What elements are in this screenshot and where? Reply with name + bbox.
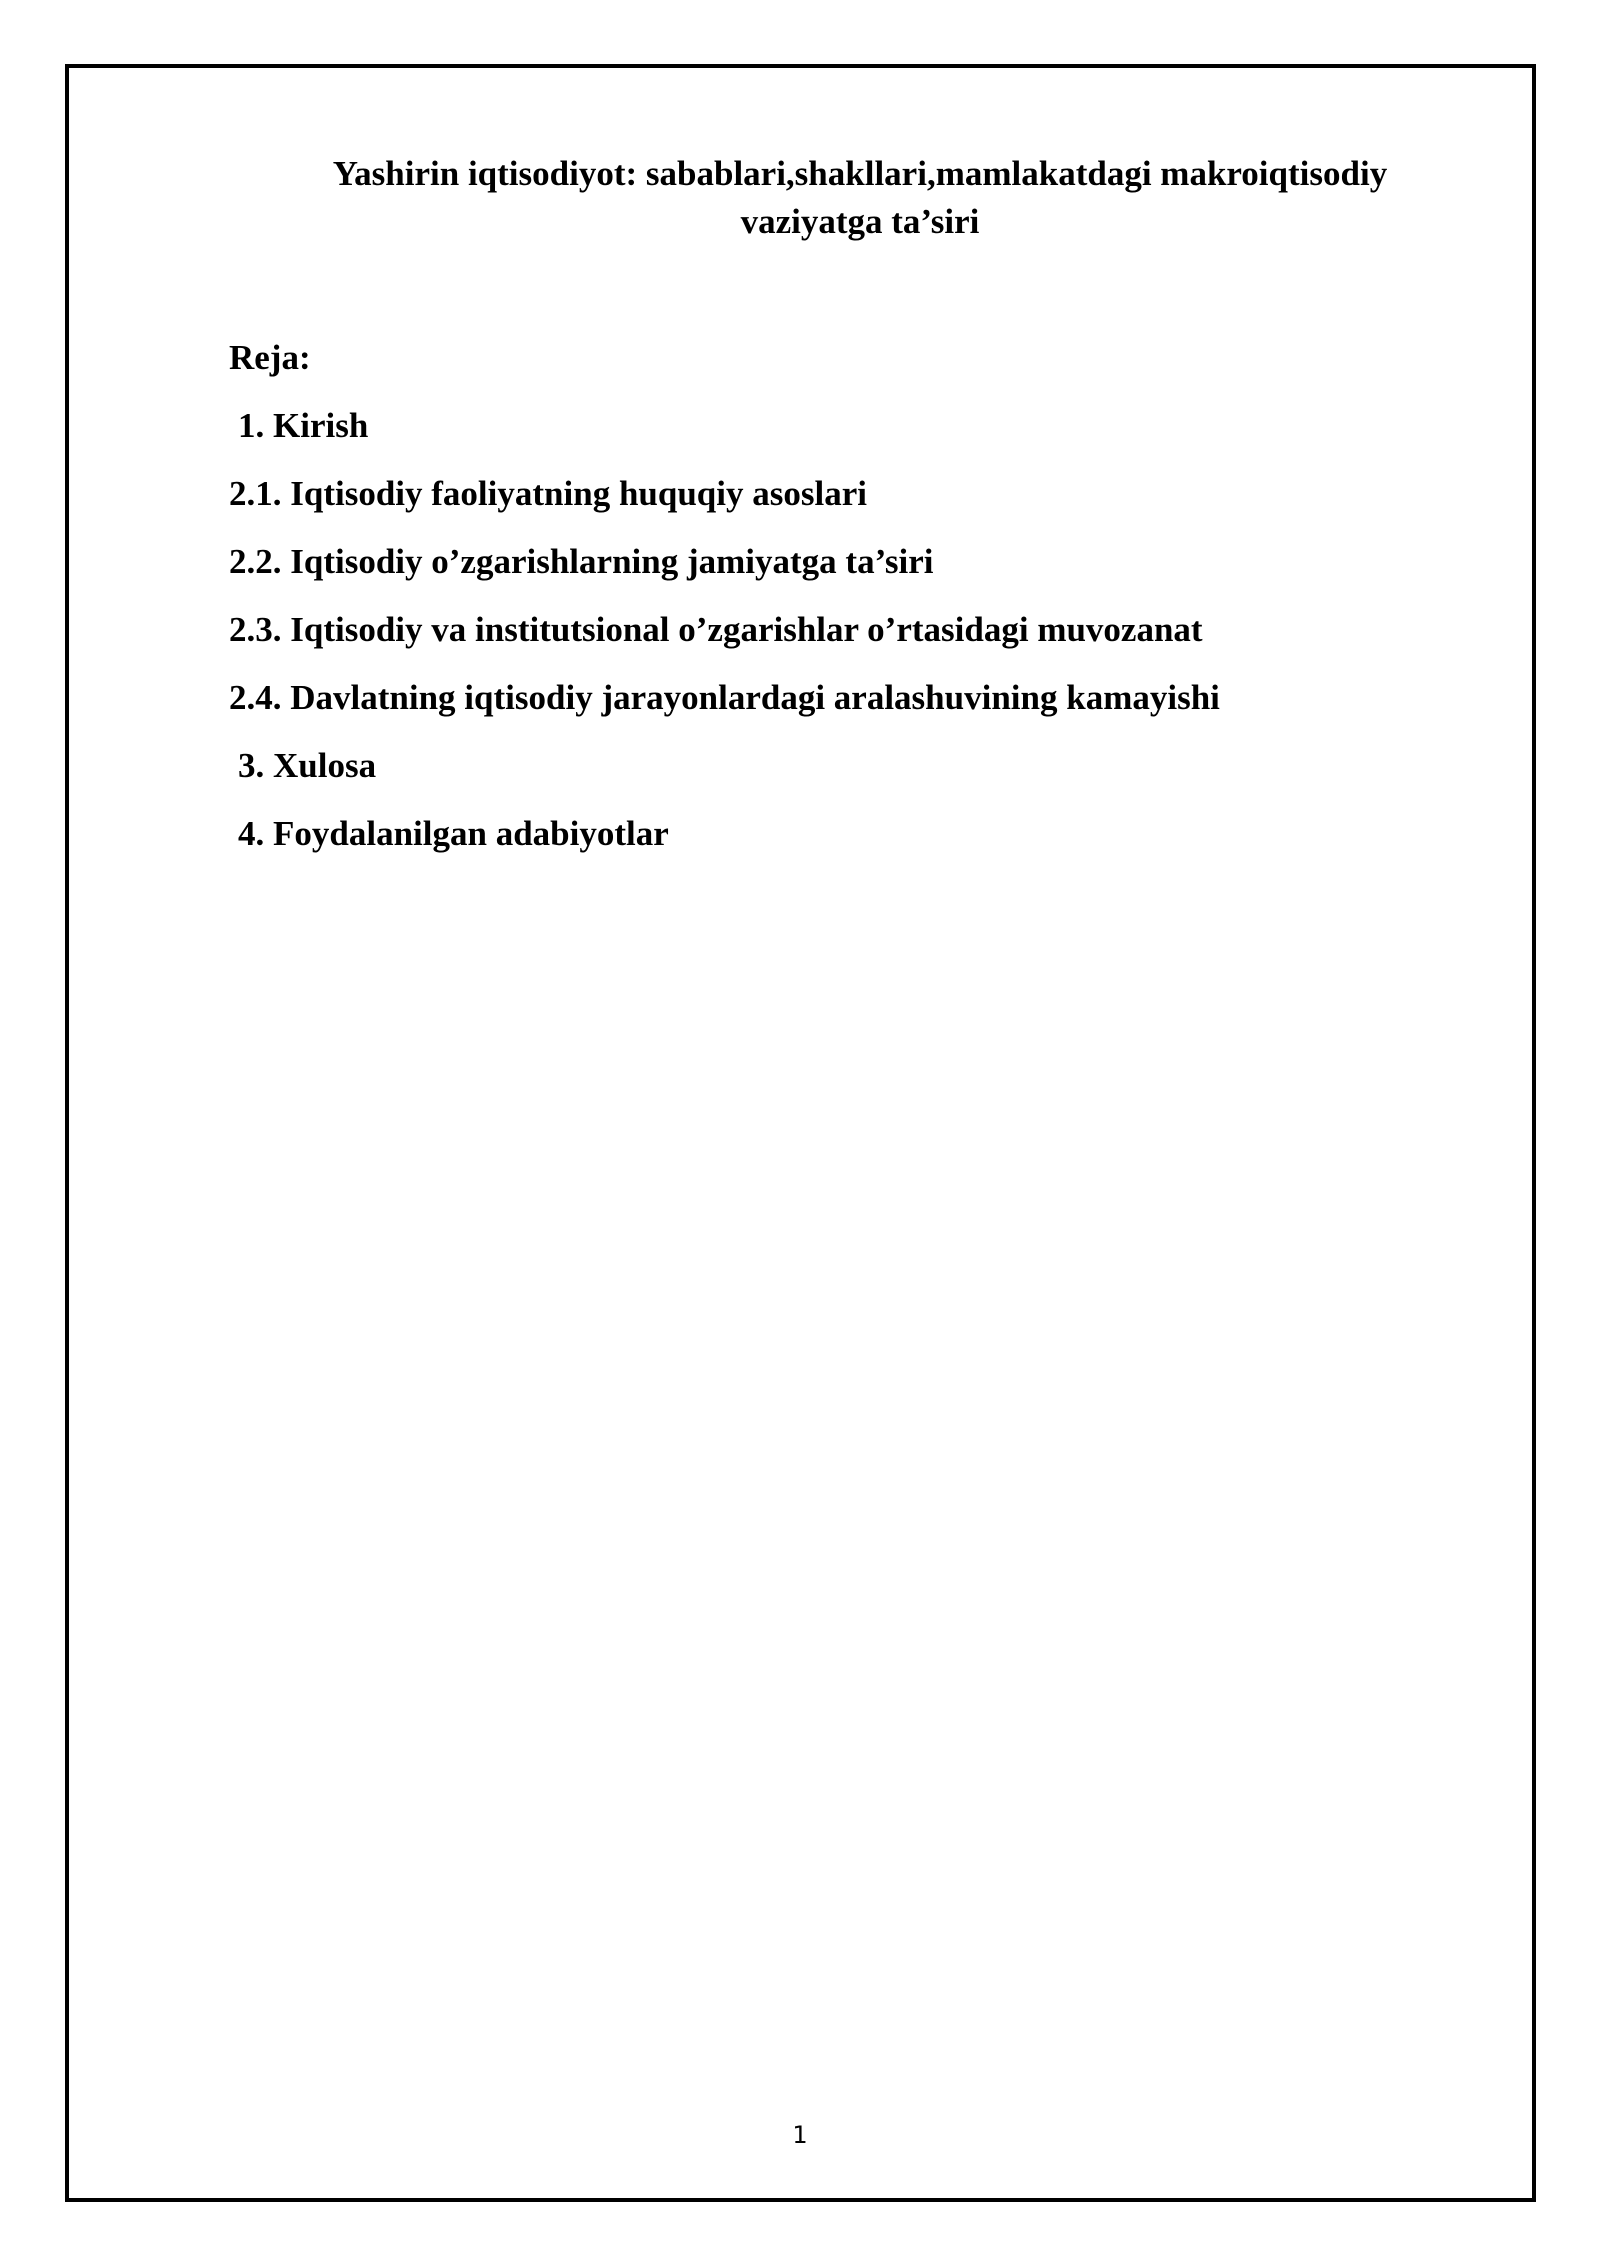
plan-item-references: 4. Foydalanilgan adabiyotlar [238,814,669,853]
document-title-line-1: Yashirin iqtisodiyot: sabablari,shakllari,mamlakatdagi makroiqtisodiy [332,154,1388,193]
plan-item-2-3: 2.3. Iqtisodiy va institutsional o’zgarishlar o’rtasidagi muvozanat [229,610,1203,649]
plan-list [229,402,1220,878]
plan-item-2-1: 2.1. Iqtisodiy faoliyatning huquqiy asoslari [229,474,867,513]
page-number: 1 [792,2121,808,2149]
plan-item-introduction: 1. Kirish [238,406,369,445]
plan-item-2-2: 2.2. Iqtisodiy o’zgarishlarning jamiyatga ta’siri [229,542,934,581]
plan-item-2-4: 2.4. Davlatning iqtisodiy jarayonlardagi aralashuvining kamayishi [229,678,1220,717]
document-title [200,150,1520,246]
document-title-line-2: vaziyatga ta’siri [740,202,980,241]
page-border [65,64,1536,2202]
plan-heading: Reja: [229,338,311,377]
plan-item-conclusion: 3. Xulosa [238,746,377,785]
